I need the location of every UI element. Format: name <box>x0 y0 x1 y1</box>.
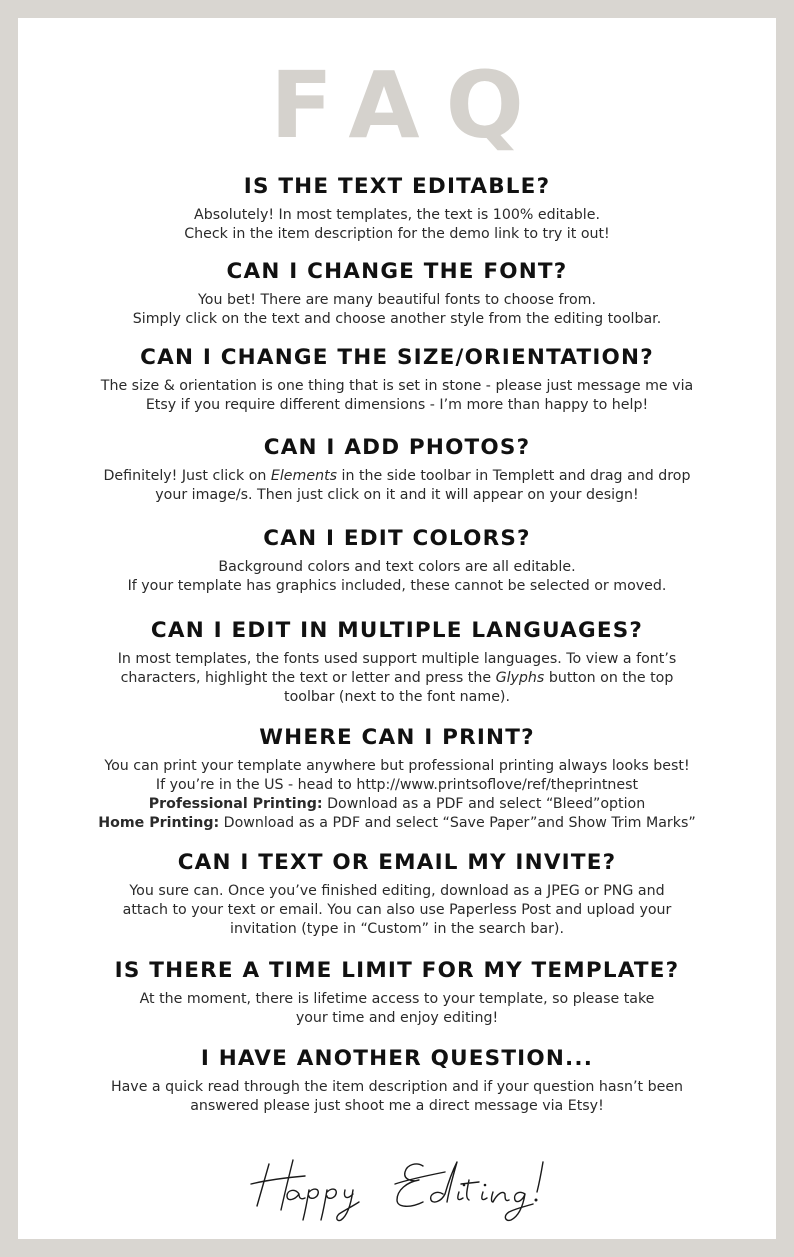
faq-question: IS THERE A TIME LIMIT FOR MY TEMPLATE? <box>114 958 680 983</box>
faq-item <box>18 850 776 939</box>
faq-question: CAN I ADD PHOTOS? <box>263 435 531 460</box>
faq-item <box>18 725 776 833</box>
faq-answer: Absolutely! In most templates, the text is 100% editable. Check in the item description for the demo link to try it out! <box>184 206 610 242</box>
faq-item <box>18 526 776 596</box>
faq-answer: At the moment, there is lifetime access to your template, so please take your time and enjoy editing! <box>139 990 655 1026</box>
faq-question: CAN I EDIT IN MULTIPLE LANGUAGES? <box>150 618 644 643</box>
faq-answer: Definitely! Just click on Elements in the side toolbar in Templett and drag and drop your image/s. Then just click on it and it will appear on your design! <box>103 467 691 503</box>
faq-question: CAN I TEXT OR EMAIL MY INVITE? <box>177 850 617 875</box>
faq-item <box>18 259 776 329</box>
happy-editing-signature <box>247 1150 547 1222</box>
faq-answer: The size & orientation is one thing that is set in stone - please just message me via Etsy if you require different dimensions - I’m more than happy to help! <box>100 377 694 413</box>
faq-item <box>18 174 776 244</box>
faq-item <box>18 958 776 1028</box>
faq-question: WHERE CAN I PRINT? <box>259 725 535 750</box>
faq-page <box>18 18 776 1239</box>
faq-answer: Background colors and text colors are all editable. If your template has graphics included, these cannot be selected or moved. <box>127 558 667 594</box>
faq-question: I HAVE ANOTHER QUESTION... <box>200 1046 594 1071</box>
faq-item <box>18 618 776 707</box>
faq-answer: You sure can. Once you’ve finished editing, download as a JPEG or PNG and attach to your text or email. You can also use Paperless Post and upload your invitation (type in “Custom” in the search bar). <box>122 882 672 937</box>
page-title: FAQ <box>270 52 550 159</box>
faq-answer: In most templates, the fonts used support multiple languages. To view a font’s characters, highlight the text or letter and press the Glyphs button on the top toolbar (next to the font name). <box>117 650 677 705</box>
faq-item <box>18 1046 776 1116</box>
faq-item <box>18 435 776 505</box>
faq-item <box>18 345 776 415</box>
faq-answer: You bet! There are many beautiful fonts to choose from. Simply click on the text and choose another style from the editing toolbar. <box>132 291 662 327</box>
signature <box>18 1150 776 1226</box>
faq-answer: You can print your template anywhere but professional printing always looks best! If you’re in the US - head to http://www.printsoflove/ref/theprintnest Professional Printing: Download as a PDF and select “Bleed”option Home Printing: Download as a PDF and select “Save Paper”and Show Trim Marks” <box>98 757 696 831</box>
faq-question: IS THE TEXT EDITABLE? <box>243 174 551 199</box>
faq-question: CAN I CHANGE THE FONT? <box>226 259 568 284</box>
faq-question: CAN I CHANGE THE SIZE/ORIENTATION? <box>140 345 654 370</box>
faq-answer: Have a quick read through the item description and if your question hasn’t been answered please just shoot me a direct message via Etsy! <box>110 1078 684 1114</box>
faq-question: CAN I EDIT COLORS? <box>263 526 531 551</box>
